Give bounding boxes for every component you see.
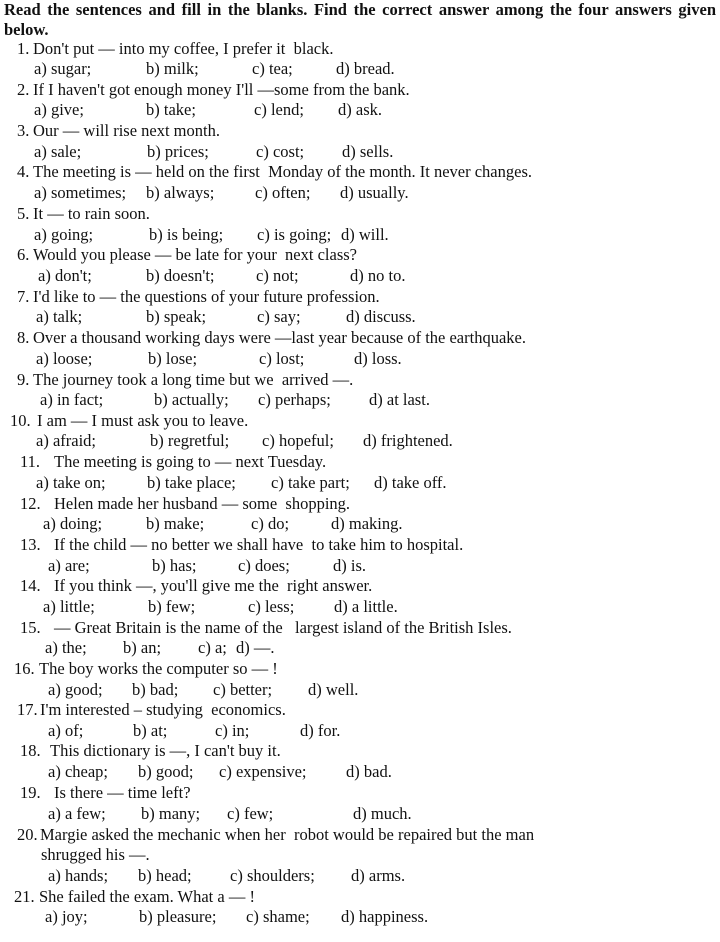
instructions-heading: Read the sentences and fill in the blanks. Find the correct answer among the four answers given below. <box>4 0 716 39</box>
answer-option-d: d) making. <box>331 514 403 533</box>
question-number: 20. <box>17 825 38 844</box>
answer-option-d: d) usually. <box>340 183 409 202</box>
answer-option-a: a) good; <box>48 680 103 699</box>
answer-option-c: c) say; <box>257 307 301 326</box>
answer-option-d: d) no to. <box>350 266 406 285</box>
answer-option-c: c) take part; <box>271 473 350 492</box>
answer-option-c: c) a; <box>198 638 227 657</box>
question-number: 5. <box>17 204 30 223</box>
answer-option-d: d) bread. <box>336 59 395 78</box>
question-number: 9. <box>17 370 30 389</box>
question-text: I am — I must ask you to leave. <box>37 411 249 430</box>
answer-option-d: d) happiness. <box>341 907 429 926</box>
question-text: I'm interested – studying economics. <box>40 700 286 719</box>
question-number: 12. <box>20 494 41 513</box>
answer-option-a: a) give; <box>34 100 84 119</box>
question-text: Over a thousand working days were —last year because of the earthquake. <box>33 328 526 347</box>
answer-option-b: b) prices; <box>147 142 209 161</box>
answer-option-a: a) a few; <box>48 804 106 823</box>
answer-option-a: a) doing; <box>43 514 103 533</box>
question-text: Is there — time left? <box>54 783 191 802</box>
answer-option-d: d) frightened. <box>363 431 453 450</box>
answer-option-c: c) few; <box>227 804 274 823</box>
question-number: 19. <box>20 783 41 802</box>
question-number: 4. <box>17 162 30 181</box>
answer-option-b: b) is being; <box>149 225 224 244</box>
answer-option-b: b) lose; <box>148 349 198 368</box>
question-number: 13. <box>20 535 41 554</box>
answer-option-c: c) often; <box>255 183 311 202</box>
answer-option-c: c) hopeful; <box>262 431 334 450</box>
answer-option-c: c) not; <box>256 266 299 285</box>
answer-option-b: b) head; <box>138 866 192 885</box>
answer-option-b: b) few; <box>148 597 196 616</box>
answer-option-b: b) an; <box>123 638 162 657</box>
answer-option-a: a) cheap; <box>48 762 108 781</box>
answer-option-b: b) take place; <box>147 473 236 492</box>
answer-option-d: d) arms. <box>351 866 406 885</box>
answer-option-b: b) speak; <box>146 307 207 326</box>
answer-option-c: c) lost; <box>259 349 305 368</box>
answer-option-c: c) shoulders; <box>230 866 315 885</box>
answer-option-b: b) at; <box>133 721 168 740</box>
question-text: If I haven't got enough money I'll —some from the bank. <box>33 80 410 99</box>
answer-option-a: a) talk; <box>36 307 83 326</box>
question-number: 14. <box>20 576 41 595</box>
question-number: 16. <box>14 659 35 678</box>
answer-option-c: c) in; <box>215 721 250 740</box>
question-text: It — to rain soon. <box>33 204 150 223</box>
answer-option-c: c) do; <box>251 514 290 533</box>
answer-option-b: b) make; <box>146 514 205 533</box>
question-number: 3. <box>17 121 30 140</box>
answer-option-a: a) going; <box>34 225 94 244</box>
answer-option-d: d) —. <box>236 638 275 657</box>
answer-option-b: b) milk; <box>146 59 199 78</box>
question-number: 2. <box>17 80 30 99</box>
question-text: Don't put — into my coffee, I prefer it black. <box>33 39 334 58</box>
answer-option-d: d) at last. <box>369 390 430 409</box>
answer-option-b: b) doesn't; <box>146 266 215 285</box>
answer-option-a: a) little; <box>43 597 95 616</box>
answer-option-b: b) actually; <box>154 390 229 409</box>
answer-option-b: b) always; <box>146 183 215 202</box>
answer-option-d: d) discuss. <box>346 307 416 326</box>
answer-option-d: d) sells. <box>342 142 394 161</box>
answer-option-c: c) tea; <box>252 59 293 78</box>
answer-option-c: c) perhaps; <box>258 390 331 409</box>
answer-option-d: d) bad. <box>346 762 392 781</box>
answer-option-a: a) joy; <box>45 907 88 926</box>
question-text: Would you please — be late for your next class? <box>33 245 357 264</box>
answer-option-c: c) expensive; <box>219 762 307 781</box>
answer-option-d: d) loss. <box>354 349 402 368</box>
question-text: Our — will rise next month. <box>33 121 220 140</box>
answer-option-b: b) many; <box>141 804 201 823</box>
question-text: This dictionary is —, I can't buy it. <box>50 741 281 760</box>
question-text-continued: shrugged his —. <box>41 845 150 864</box>
question-number: 11. <box>20 452 41 471</box>
answer-option-c: c) is going; <box>257 225 332 244</box>
answer-option-a: a) are; <box>48 556 90 575</box>
question-text: The meeting is going to — next Tuesday. <box>54 452 327 471</box>
question-text: I'd like to — the questions of your future profession. <box>33 287 380 306</box>
question-number: 7. <box>17 287 30 306</box>
answer-option-a: a) sale; <box>34 142 82 161</box>
answer-option-b: b) take; <box>146 100 196 119</box>
answer-option-a: a) sugar; <box>34 59 92 78</box>
question-text: The journey took a long time but we arrived —. <box>33 370 354 389</box>
question-number: 8. <box>17 328 30 347</box>
question-number: 1. <box>17 39 30 58</box>
answer-option-b: b) pleasure; <box>139 907 217 926</box>
answer-option-c: c) cost; <box>256 142 305 161</box>
answer-option-a: a) hands; <box>48 866 109 885</box>
question-text: Helen made her husband — some shopping. <box>54 494 351 513</box>
answer-option-d: d) a little. <box>334 597 398 616</box>
answer-option-d: d) take off. <box>374 473 447 492</box>
answer-option-a: a) of; <box>48 721 84 740</box>
answer-option-d: d) will. <box>341 225 389 244</box>
answer-option-d: d) well. <box>308 680 359 699</box>
answer-option-b: b) regretful; <box>150 431 230 450</box>
answer-option-c: c) lend; <box>254 100 304 119</box>
answer-option-c: c) shame; <box>246 907 310 926</box>
answer-option-d: d) is. <box>333 556 366 575</box>
answer-option-a: a) the; <box>45 638 87 657</box>
answer-option-a: a) in fact; <box>40 390 104 409</box>
answer-option-b: b) has; <box>152 556 197 575</box>
question-number: 10. <box>10 411 31 430</box>
question-number: 15. <box>20 618 41 637</box>
question-text: If the child — no better we shall have to take him to hospital. <box>54 535 464 554</box>
answer-option-c: c) better; <box>213 680 273 699</box>
question-number: 18. <box>20 741 41 760</box>
answer-option-c: c) less; <box>248 597 295 616</box>
answer-option-a: a) afraid; <box>36 431 96 450</box>
answer-option-b: b) good; <box>138 762 194 781</box>
answer-option-c: c) does; <box>238 556 290 575</box>
question-number: 21. <box>14 887 35 906</box>
question-text: If you think —, you'll give me the right answer. <box>54 576 373 595</box>
answer-option-d: d) for. <box>300 721 341 740</box>
question-text: The boy works the computer so — ! <box>39 659 278 678</box>
answer-option-a: a) sometimes; <box>34 183 127 202</box>
question-number: 17. <box>17 700 38 719</box>
question-number: 6. <box>17 245 30 264</box>
answer-option-d: d) ask. <box>338 100 382 119</box>
answer-option-a: a) loose; <box>36 349 93 368</box>
question-text: Margie asked the mechanic when her robot would be repaired but the man <box>40 825 535 844</box>
question-text: She failed the exam. What a — ! <box>39 887 255 906</box>
answer-option-a: a) don't; <box>38 266 92 285</box>
answer-option-a: a) take on; <box>36 473 106 492</box>
question-text: — Great Britain is the name of the largest island of the British Isles. <box>54 618 512 637</box>
answer-option-b: b) bad; <box>132 680 179 699</box>
question-text: The meeting is — held on the first Monday of the month. It never changes. <box>33 162 533 181</box>
answer-option-d: d) much. <box>353 804 412 823</box>
